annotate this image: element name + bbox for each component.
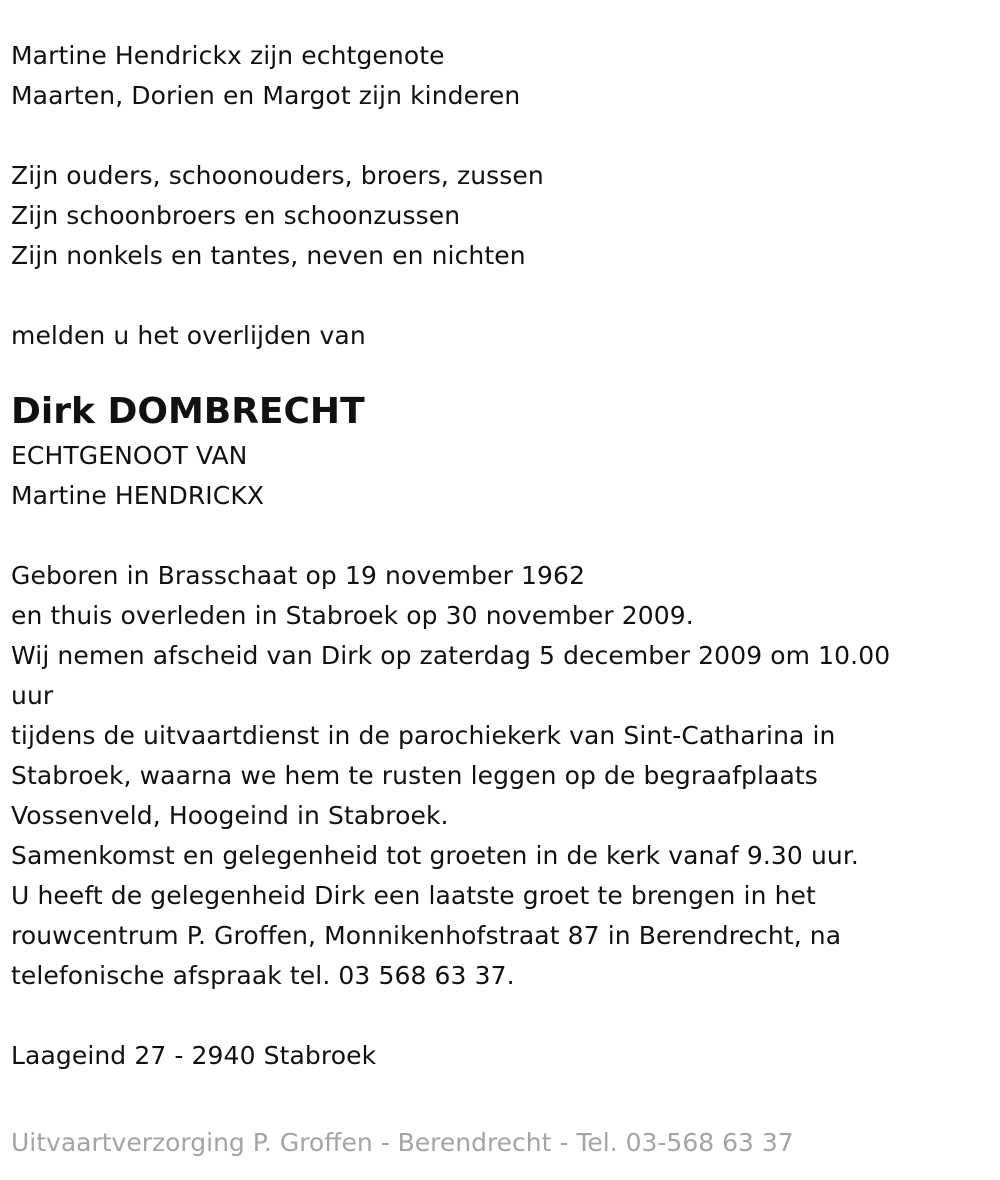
deceased-name: Dirk DOMBRECHT: [11, 391, 365, 432]
spacer: [11, 516, 986, 556]
detail-line: tijdens de uitvaartdienst in de parochiekerk van Sint-Catharina in: [11, 721, 836, 750]
detail-line: rouwcentrum P. Groffen, Monnikenhofstraat 87 in Berendrecht, na: [11, 921, 842, 950]
spacer: [11, 996, 986, 1036]
funeral-director-footer: Uitvaartverzorging P. Groffen - Berendrecht - Tel. 03-568 63 37: [11, 1128, 794, 1157]
detail-line: Wij nemen afscheid van Dirk op zaterdag 5 december 2009 om 10.00: [11, 641, 891, 670]
spouse-name: Martine HENDRICKX: [11, 481, 265, 510]
family-line: Zijn ouders, schoonouders, broers, zussen: [11, 161, 544, 190]
family-line: Maarten, Dorien en Margot zijn kinderen: [11, 81, 521, 110]
spacer: [11, 276, 986, 316]
detail-line: en thuis overleden in Stabroek op 30 november 2009.: [11, 601, 694, 630]
relation-text: ECHTGENOOT VAN: [11, 441, 248, 470]
detail-line: U heeft de gelegenheid Dirk een laatste groet te brengen in het: [11, 881, 816, 910]
family-block-relatives: [11, 156, 986, 276]
funeral-details: [11, 556, 986, 996]
detail-line: Stabroek, waarna we hem te rusten leggen op de begraafplaats: [11, 761, 818, 790]
family-block-spouse-children: [11, 36, 986, 116]
detail-line: uur: [11, 681, 54, 710]
detail-line: telefonische afspraak tel. 03 568 63 37.: [11, 961, 515, 990]
detail-line: Geboren in Brasschaat op 19 november 1962: [11, 561, 586, 590]
detail-line: Vossenveld, Hoogeind in Stabroek.: [11, 801, 449, 830]
family-line: Zijn schoonbroers en schoonzussen: [11, 201, 461, 230]
announcement-text: melden u het overlijden van: [11, 321, 366, 350]
spacer: [11, 116, 986, 156]
detail-line: Samenkomst en gelegenheid tot groeten in de kerk vanaf 9.30 uur.: [11, 841, 859, 870]
spacer: [11, 356, 986, 382]
family-line: Martine Hendrickx zijn echtgenote: [11, 41, 445, 70]
obituary-text: [11, 36, 986, 1076]
family-line: Zijn nonkels en tantes, neven en nichten: [11, 241, 526, 270]
home-address: Laageind 27 - 2940 Stabroek: [11, 1041, 377, 1070]
